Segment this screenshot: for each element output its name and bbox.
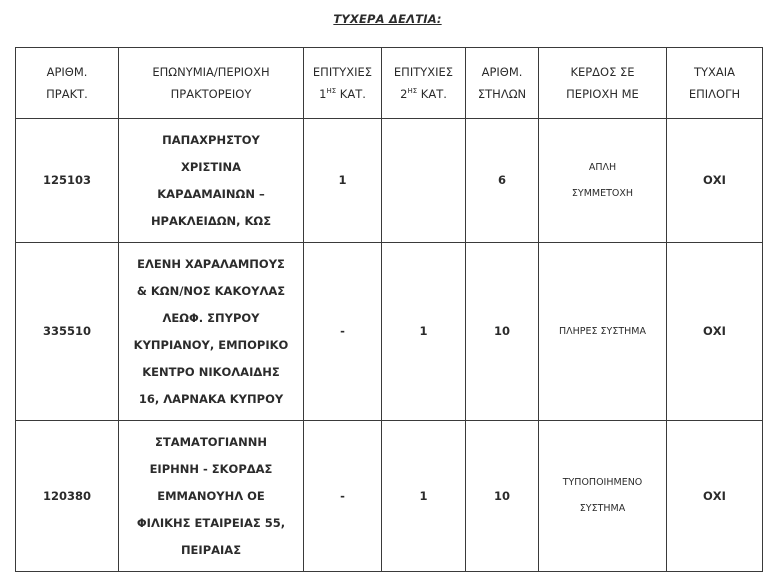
agent-name-cell: ΣΤΑΜΑΤΟΓΙΑΝΝΗ ΕΙΡΗΝΗ - ΣΚΟΡΔΑΣ ΕΜΜΑΝΟΥΗΛ ΟΕ ΦΙΛΙΚΗΣ ΕΤΑΙΡΕΙΑΣ 55, ΠΕΙΡΑΙΑΣ	[119, 421, 304, 572]
wins-category-2-cell: 1	[382, 243, 466, 421]
random-pick-cell: ΟΧΙ	[667, 421, 763, 572]
wins-category-2-cell: 1	[382, 421, 466, 572]
columns-count-cell: 10	[466, 243, 539, 421]
header-wins-category-1: ΕΠΙΤΥΧΙΕΣ $1^{H\Sigma}$ ΚΑΤ.	[304, 48, 382, 119]
columns-count-cell: 6	[466, 119, 539, 243]
document-title: ΤΥΧΕΡΑ ΔΕΛΤΙΑ:	[333, 12, 442, 26]
columns-count-cell: 10	[466, 421, 539, 572]
header-row	[16, 48, 763, 119]
agent-name-cell: ΠΑΠΑΧΡΗΣΤΟΥ ΧΡΙΣΤΙΝΑ ΚΑΡΔΑΜΑΙΝΩΝ – ΗΡΑΚΛΕΙΔΩΝ, ΚΩΣ	[119, 119, 304, 243]
agent-number-cell: 120380	[16, 421, 119, 572]
header-win-type: ΚΕΡΔΟΣ ΣΕ ΠΕΡΙΟΧΗ ΜΕ	[539, 48, 667, 119]
header-agent-number: ΑΡΙΘΜ. ΠΡΑΚΤ.	[16, 48, 119, 119]
header-wins-category-2: ΕΠΙΤΥΧΙΕΣ $2^{H\Sigma}$ ΚΑΤ.	[382, 48, 466, 119]
header-columns-count: ΑΡΙΘΜ. ΣΤΗΛΩΝ	[466, 48, 539, 119]
lucky-tickets-table	[15, 47, 763, 572]
wins-category-2-cell	[382, 119, 466, 243]
header-random-pick: ΤΥΧΑΙΑ ΕΠΙΛΟΓΗ	[667, 48, 763, 119]
table-row	[16, 119, 763, 243]
agent-number-cell: 125103	[16, 119, 119, 243]
header-agent-name-area: ΕΠΩΝΥΜΙΑ/ΠΕΡΙΟΧΗ ΠΡΑΚΤΟΡΕΙΟΥ	[119, 48, 304, 119]
agent-number-cell: 335510	[16, 243, 119, 421]
wins-category-1-cell: -	[304, 421, 382, 572]
wins-category-1-cell: -	[304, 243, 382, 421]
wins-category-1-cell: 1	[304, 119, 382, 243]
table-row	[16, 243, 763, 421]
agent-name-cell: ΕΛΕΝΗ ΧΑΡΑΛΑΜΠΟΥΣ & ΚΩΝ/ΝΟΣ ΚΑΚΟΥΛΑΣ ΛΕΩΦ. ΣΠΥΡΟΥ ΚΥΠΡΙΑΝΟΥ, ΕΜΠΟΡΙΚΟ ΚΕΝΤΡΟ ΝΙΚΟΛΑΙΔΗΣ 16, ΛΑΡΝΑΚΑ ΚΥΠΡΟΥ	[119, 243, 304, 421]
win-type-cell: ΠΛΗΡΕΣ ΣΥΣΤΗΜΑ	[539, 243, 667, 421]
random-pick-cell: ΟΧΙ	[667, 243, 763, 421]
win-type-cell: ΤΥΠΟΠΟΙΗΜΕΝΟ ΣΥΣΤΗΜΑ	[539, 421, 667, 572]
table-row	[16, 421, 763, 572]
win-type-cell: ΑΠΛΗ ΣΥΜΜΕΤΟΧΗ	[539, 119, 667, 243]
random-pick-cell: ΟΧΙ	[667, 119, 763, 243]
